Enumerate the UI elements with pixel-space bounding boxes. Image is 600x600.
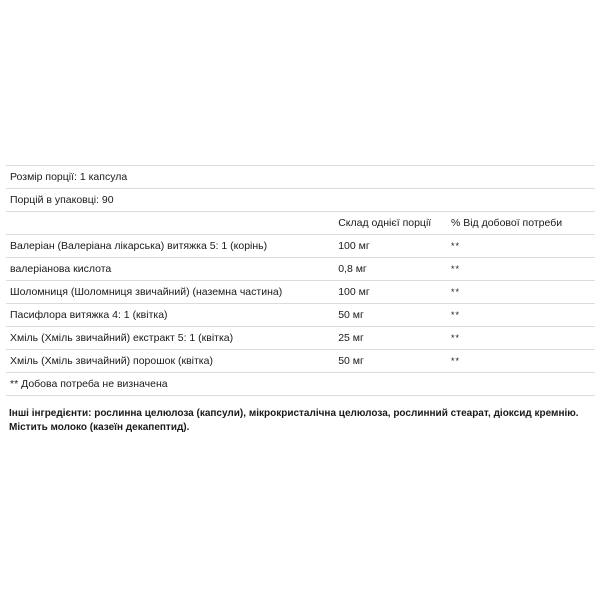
serving-size-row	[6, 166, 595, 189]
ingredient-amount: 25 мг	[334, 327, 447, 350]
ingredient-name: Хміль (Хміль звичайний) порошок (квітка)	[6, 350, 334, 373]
ingredient-name: валеріанова кислота	[6, 258, 334, 281]
ingredient-row	[6, 304, 595, 327]
serving-size: Розмір порції: 1 капсула	[6, 166, 595, 189]
other-ingredients: Інші інгредієнти: рослинна целюлоза (капсули), мікрокристалічна целюлоза, рослинний стеарат, діоксид кремнію. Містить молоко (казеїн декапептид).	[9, 408, 579, 433]
column-header-row	[6, 212, 595, 235]
ingredient-name: Хміль (Хміль звичайний) екстракт 5: 1 (квітка)	[6, 327, 334, 350]
footnote: ** Добова потреба не визначена	[6, 373, 595, 396]
dv-header: % Від добової потреби	[447, 212, 595, 235]
servings-per-container: Порцій в упаковці: 90	[6, 189, 595, 212]
ingredient-amount: 50 мг	[334, 350, 447, 373]
ingredient-amount: 100 мг	[334, 281, 447, 304]
ingredient-amount: 0,8 мг	[334, 258, 447, 281]
ingredient-dv: **	[447, 258, 595, 281]
ingredient-row	[6, 258, 595, 281]
supplement-facts	[6, 165, 595, 396]
footnote-row	[6, 373, 595, 396]
amount-header: Склад однієї порції	[334, 212, 447, 235]
ingredient-dv: **	[447, 304, 595, 327]
ingredient-row	[6, 350, 595, 373]
ingredient-dv: **	[447, 327, 595, 350]
ingredient-row	[6, 327, 595, 350]
supplement-facts-table	[6, 165, 595, 396]
ingredient-row	[6, 281, 595, 304]
header-blank	[6, 212, 334, 235]
ingredient-name: Шоломниця (Шоломниця звичайний) (наземна частина)	[6, 281, 334, 304]
ingredient-dv: **	[447, 281, 595, 304]
servings-per-container-row	[6, 189, 595, 212]
ingredient-row	[6, 235, 595, 258]
ingredient-name: Пасифлора витяжка 4: 1 (квітка)	[6, 304, 334, 327]
ingredient-dv: **	[447, 350, 595, 373]
ingredient-name: Валеріан (Валеріана лікарська) витяжка 5: 1 (корінь)	[6, 235, 334, 258]
ingredient-amount: 50 мг	[334, 304, 447, 327]
ingredient-amount: 100 мг	[334, 235, 447, 258]
ingredient-dv: **	[447, 235, 595, 258]
